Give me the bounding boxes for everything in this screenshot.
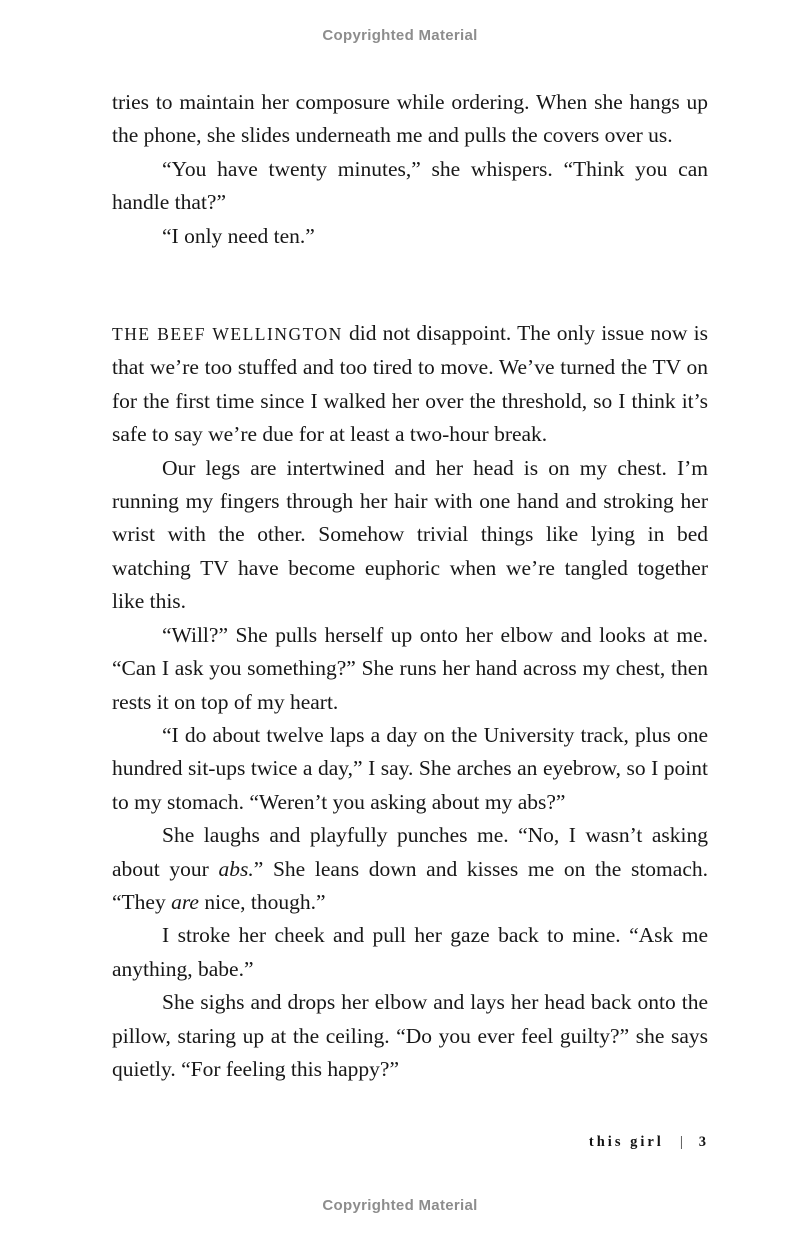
paragraph — [112, 819, 708, 919]
text-segment: ” She leans down and kisses me on the stomach. “They — [112, 856, 708, 914]
book-title: this girl — [588, 1134, 664, 1150]
text-segment: “I do about twelve laps a day on the University track, plus one hundred sit-ups twice a day,” I say. She arches an eyebrow, so I point to my stomach. “Weren’t you asking about my abs?” — [112, 722, 708, 814]
text-segment-smallcaps: THE BEEF WELLINGTON — [112, 324, 343, 345]
paragraph — [112, 986, 708, 1086]
footer-separator: | — [679, 1134, 683, 1150]
text-segment: did not disappoint. The only issue now is that we’re too stuffed and too tired to move. We’ve turned the TV on for the first time since I walked her over the threshold, so I think it’s safe to say we’re due for at least a two-hour break. — [112, 321, 709, 447]
copyright-banner-top: Copyrighted Material — [322, 27, 478, 44]
text-segment: Our legs are intertwined and her head is on my chest. I’m running my fingers through her hair with one hand and stroking her wrist with the other. Somehow trivial things like lying in bed watching TV have become euphoric when we’re tangled together like this. — [112, 455, 708, 614]
paragraph — [112, 220, 708, 253]
text-segment: I stroke her cheek and pull her gaze back to mine. “Ask me anything, babe.” — [112, 923, 708, 981]
text-segment: “You have twenty minutes,” she whispers. “Think you can handle that?” — [112, 156, 708, 215]
page-body — [112, 86, 708, 1086]
paragraph — [112, 317, 708, 452]
paragraph — [112, 619, 708, 719]
text-segment: She sighs and drops her elbow and lays her head back onto the pillow, staring up at the ceiling. “Do you ever feel guilty?” she says quietly. “For feeling this happy?” — [112, 990, 708, 1081]
running-footer — [589, 1134, 707, 1151]
page-number: 3 — [698, 1134, 707, 1150]
text-segment: nice, though.” — [198, 889, 326, 914]
paragraph — [112, 452, 708, 619]
paragraph — [112, 919, 708, 986]
text-segment: “I only need ten.” — [162, 223, 315, 248]
text-segment-italic: are — [171, 889, 199, 914]
text-segment: tries to maintain her composure while ordering. When she hangs up the phone, she slides underneath me and pulls the covers over us. — [112, 90, 708, 148]
text-segment-italic: abs. — [218, 856, 254, 881]
text-segment: She laughs and playfully punches me. “No, I wasn’t asking about your — [112, 823, 708, 881]
copyright-banner-bottom: Copyrighted Material — [322, 1197, 478, 1214]
paragraph — [112, 86, 708, 153]
paragraph — [112, 719, 708, 819]
paragraph — [112, 153, 708, 220]
text-segment: “Will?” She pulls herself up onto her elbow and looks at me. “Can I ask you something?” She runs her hand across my chest, then rests it on top of my heart. — [112, 622, 708, 714]
